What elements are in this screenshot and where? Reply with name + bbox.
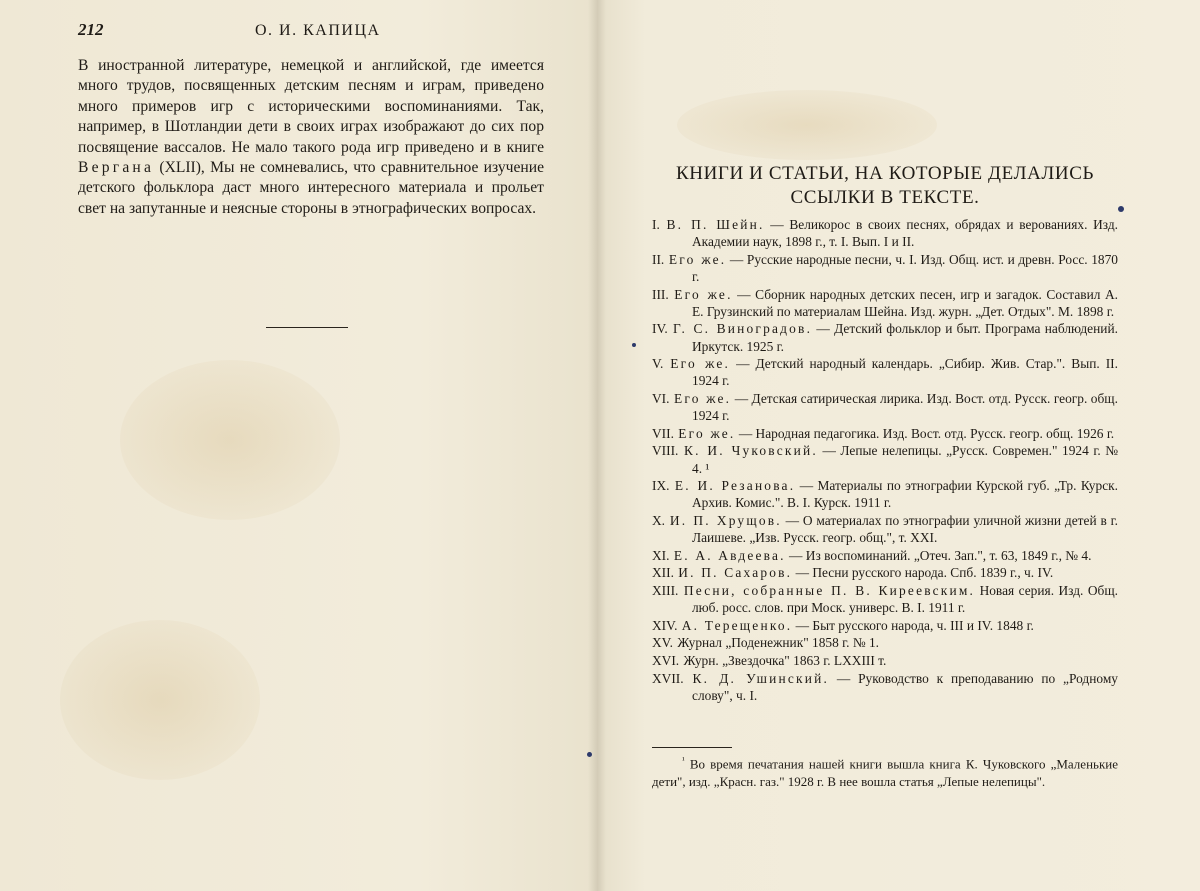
reference-number: IV. [652,321,668,337]
book-gutter [588,0,606,891]
reference-item [652,286,1118,320]
reference-item [652,477,1118,511]
reference-number: VIII. [652,443,679,459]
reference-author: Г. С. Виноградов. [673,321,813,337]
ink-blot [632,343,636,347]
footnote-text: Во время печатания нашей книги вышла книга К. Чуковского „Маленькие дети", изд. „Красн. газ." 1928 г. В нее вошла статья „Лепые нелепицы". [652,756,1118,789]
reference-text: — Руководство к преподаванию по „Родному слову", ч. I. [692,670,1119,703]
reference-text: — Детский народный календарь. „Сибир. Жив. Стар.". Вып. II. 1924 г. [692,356,1118,389]
reference-text: Журн. „Звездочка" 1863 г. LXXIII т. [683,652,887,668]
reference-number: III. [652,286,669,302]
reference-item [652,582,1118,616]
reference-author: Его же. [670,356,731,372]
reference-item [652,355,1118,389]
reference-text: — Материалы по этнографии Курской губ. „Тр. Курск. Архив. Комис.". В. I. Курск. 1911 г. [692,478,1118,511]
reference-item [652,390,1118,424]
paragraph-spaced-name: Вергана [78,159,155,177]
reference-number: XIII. [652,582,679,598]
reference-author: А. Терещенко. [681,617,793,633]
reference-author: К. И. Чуковский. [683,443,818,459]
reference-number: VI. [652,390,670,406]
page-number: 212 [78,20,104,39]
reference-item [652,547,1118,564]
reference-text: — Песни русского народа. Спб. 1839 г., ч. IV. [795,565,1054,581]
reference-text: — Быт русского народа, ч. III и IV. 1848 г. [795,617,1034,633]
reference-text: Новая серия. Изд. Общ. люб. росс. слов. при Моск. универс. В. I. 1911 г. [692,582,1118,616]
footnote-rule [652,747,732,748]
reference-item [652,251,1118,285]
reference-list [652,216,1118,704]
reference-author: Е. И. Резанова. [674,478,796,494]
reference-text: — Лепые нелепицы. „Русск. Современ." 1924 г. № 4. ¹ [692,443,1119,476]
reference-item [652,320,1118,354]
reference-author: Е. А. Авдеева. [673,547,786,563]
running-head: О. И. КАПИЦА [255,22,381,39]
reference-item [652,564,1118,581]
reference-number: XIV. [652,617,678,633]
reference-item [652,216,1118,250]
reference-author: Его же. [678,425,736,441]
section-title-line-1: КНИГИ И СТАТЬИ, НА КОТОРЫЕ ДЕЛАЛИСЬ [676,163,1094,184]
reference-number: XII. [652,565,674,581]
end-rule [266,327,348,328]
reference-author: И. П. Сахаров. [678,565,793,581]
paper-stain [120,360,340,520]
reference-text: — Народная педагогика. Изд. Вост. отд. Русск. геогр. общ. 1926 г. [738,425,1115,441]
reference-author: Его же. [668,251,727,267]
body-paragraph [78,56,544,219]
section-title [652,162,1118,210]
reference-author: И. П. Хрущов. [669,512,782,528]
reference-text: — Русские народные песни, ч. I. Изд. Общ. ист. и древн. Росс. 1870 г. [692,251,1118,284]
paragraph-text-before: В иностранной литературе, немецкой и английской, где имеется много трудов, посвященных детским песням и играм, приведено много примеров игр с историческими воспоминаниями. Так, например, в Шотландии дети в своих играх изображают до сих пор посвящение вассалов. Не мало такого рода игр приведено и в книге [78,57,544,156]
reference-item [652,425,1118,442]
reference-item [652,617,1118,634]
reference-number: VII. [652,425,674,441]
reference-author: К. Д. Ушинский. [692,670,829,686]
reference-number: IX. [652,478,670,494]
reference-author: В. П. Шейн. [666,217,765,232]
reference-text: — О материалах по этнографии уличной жизни детей в г. Лаишеве. „Изв. Русск. геогр. общ.", т. XXI. [692,512,1118,546]
paper-stain [677,90,937,160]
reference-author: Песни, собранные П. В. Киреевским. [683,582,976,598]
reference-text: — Великорос в своих песнях, обрядах и верованиях. Изд. Академии наук, 1898 г., т. I. Вып. I и II. [692,217,1118,250]
reference-number: XVII. [652,670,684,686]
reference-number: II. [652,251,665,267]
reference-text: Журнал „Поденежник" 1858 г. № 1. [677,635,879,651]
reference-item [652,652,1118,669]
ink-blot [1118,206,1124,212]
reference-number: XVI. [652,652,680,668]
reference-number: I. [652,217,660,232]
reference-text: — Детская сатирическая лирика. Изд. Вост. отд. Русск. геогр. общ. 1924 г. [692,390,1118,424]
section-title-line-2: ССЫЛКИ В ТЕКСТЕ. [790,187,980,208]
reference-item [652,670,1118,704]
reference-text: — Сборник народных детских песен, игр и загадок. Составил А. Е. Грузинский по материалам Шейна. Изд. журн. „Дет. Отдых". М. 1898 г. [692,286,1118,319]
reference-text: — Детский фольклор и быт. Програма наблюдений. Иркутск. 1925 г. [692,321,1118,354]
ink-blot [587,752,592,757]
footnote [652,752,1118,791]
reference-number: XI. [652,547,670,563]
reference-text: — Из воспоминаний. „Отеч. Зап.", т. 63, 1849 г., № 4. [789,547,1092,563]
left-page [0,0,597,891]
paper-stain [60,620,260,780]
reference-number: V. [652,356,664,372]
reference-author: Его же. [674,286,733,302]
reference-number: XV. [652,635,673,651]
reference-item [652,442,1118,476]
reference-item [652,512,1118,546]
reference-number: X. [652,512,666,528]
reference-item [652,634,1118,651]
footnote-mark: ¹ [682,755,685,765]
paragraph-text-after: (XLII), Мы не сомневались, что сравнительное изучение детского фольклора даст много интересного материала и прольет свет на запутанные и неясные стороны в этнографических вопросах. [78,159,544,217]
reference-author: Его же. [673,390,732,406]
